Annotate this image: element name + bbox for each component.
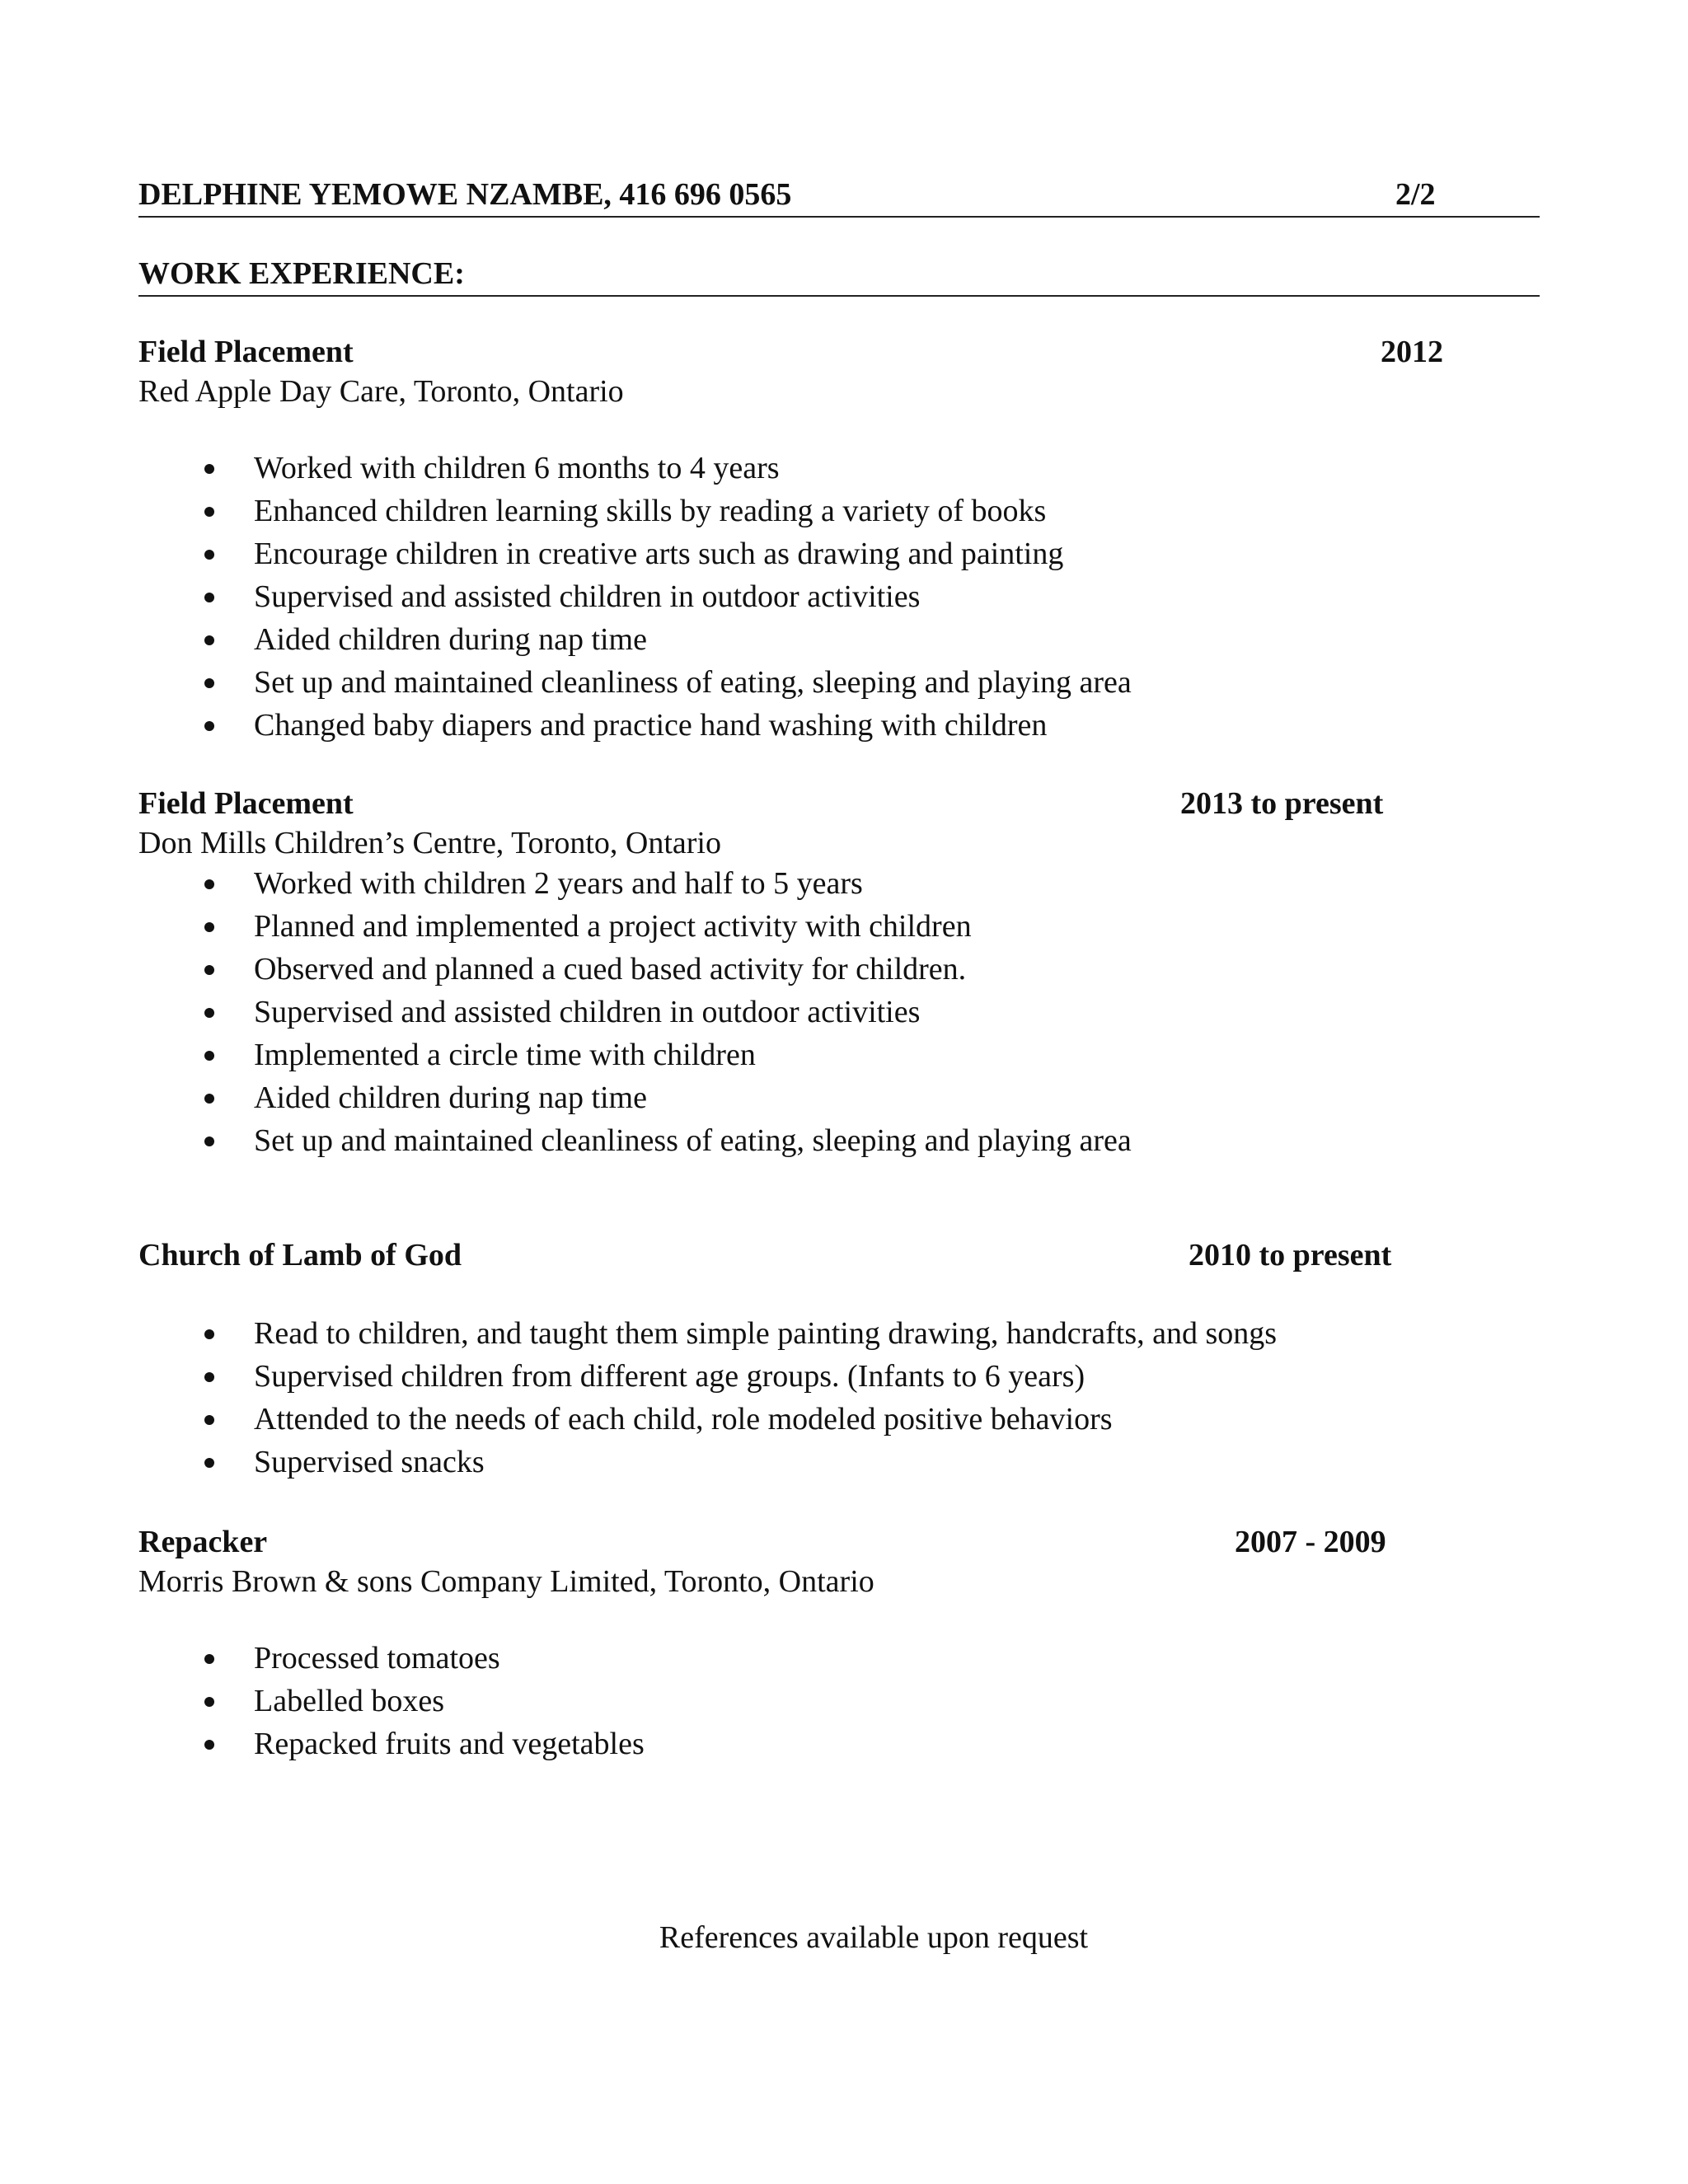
bullet-icon <box>204 1697 214 1707</box>
header-name-phone: DELPHINE YEMOWE NZAMBE, 416 696 0565 <box>138 177 792 212</box>
list-item: Supervised snacks <box>138 1441 1540 1483</box>
job-entry <box>138 785 1540 1162</box>
list-item: Implemented a circle time with children <box>138 1033 1540 1076</box>
list-item: Set up and maintained cleanliness of eating, sleeping and playing area <box>138 1119 1540 1162</box>
bullet-icon <box>204 550 214 560</box>
bullet-icon <box>204 507 214 517</box>
bullet-icon <box>204 1654 214 1664</box>
list-item: Attended to the needs of each child, role modeled positive behaviors <box>138 1398 1540 1441</box>
bullet-icon <box>204 593 214 602</box>
list-item: Repacked fruits and vegetables <box>138 1722 1540 1765</box>
bullet-icon <box>204 879 214 889</box>
bullet-icon <box>204 965 214 975</box>
bullet-icon <box>204 922 214 932</box>
list-item: Enhanced children learning skills by reading a variety of books <box>138 490 1540 532</box>
bullet-icon <box>204 1458 214 1468</box>
bullet-icon <box>204 1740 214 1750</box>
job-organization: Red Apple Day Care, Toronto, Ontario <box>138 374 624 409</box>
job-duties <box>138 1312 1540 1483</box>
section-heading <box>138 247 1540 297</box>
bullet-icon <box>204 1051 214 1061</box>
list-item: Worked with children 6 months to 4 years <box>138 447 1540 490</box>
job-date: 2013 to present <box>1180 786 1384 821</box>
bullet-icon <box>204 1137 214 1146</box>
job-organization: Morris Brown & sons Company Limited, Toronto, Ontario <box>138 1564 874 1599</box>
job-title: Field Placement <box>138 335 354 369</box>
bullet-icon <box>204 1415 214 1425</box>
job-duties <box>138 447 1540 747</box>
list-item: Changed baby diapers and practice hand washing with children <box>138 704 1540 747</box>
bullet-icon <box>204 635 214 645</box>
list-item: Worked with children 2 years and half to 5 years <box>138 862 1540 905</box>
job-title: Church of Lamb of God <box>138 1238 462 1272</box>
list-item: Set up and maintained cleanliness of eating, sleeping and playing area <box>138 661 1540 704</box>
bullet-icon <box>204 1329 214 1339</box>
list-item: Aided children during nap time <box>138 1076 1540 1119</box>
job-entry <box>138 1236 1540 1483</box>
list-item: Read to children, and taught them simple painting drawing, handcrafts, and songs <box>138 1312 1540 1355</box>
bullet-icon <box>204 678 214 688</box>
job-title: Repacker <box>138 1525 268 1559</box>
job-date: 2010 to present <box>1189 1238 1392 1272</box>
job-date: 2012 <box>1381 335 1443 369</box>
list-item: Labelled boxes <box>138 1680 1540 1722</box>
section-title: WORK EXPERIENCE: <box>138 256 465 291</box>
page-header <box>138 165 1540 218</box>
job-duties <box>138 862 1540 1162</box>
list-item: Observed and planned a cued based activity for children. <box>138 948 1540 991</box>
list-item: Processed tomatoes <box>138 1637 1540 1680</box>
job-entry <box>138 333 1540 747</box>
list-item: Supervised and assisted children in outdoor activities <box>138 575 1540 618</box>
bullet-icon <box>204 1008 214 1018</box>
job-duties <box>138 1637 1540 1765</box>
page-number: 2/2 <box>1395 177 1436 212</box>
bullet-icon <box>204 1094 214 1104</box>
list-item: Encourage children in creative arts such as drawing and painting <box>138 532 1540 575</box>
job-entry <box>138 1523 1540 1765</box>
bullet-icon <box>204 721 214 731</box>
list-item: Supervised children from different age groups. (Infants to 6 years) <box>138 1355 1540 1398</box>
job-date: 2007 - 2009 <box>1235 1525 1386 1559</box>
list-item: Supervised and assisted children in outdoor activities <box>138 991 1540 1033</box>
list-item: Aided children during nap time <box>138 618 1540 661</box>
bullet-icon <box>204 464 214 474</box>
references-note: References available upon request <box>659 1920 1089 1955</box>
job-title: Field Placement <box>138 786 354 821</box>
list-item: Planned and implemented a project activity with children <box>138 905 1540 948</box>
job-organization: Don Mills Children’s Centre, Toronto, Ontario <box>138 826 721 860</box>
bullet-icon <box>204 1372 214 1382</box>
